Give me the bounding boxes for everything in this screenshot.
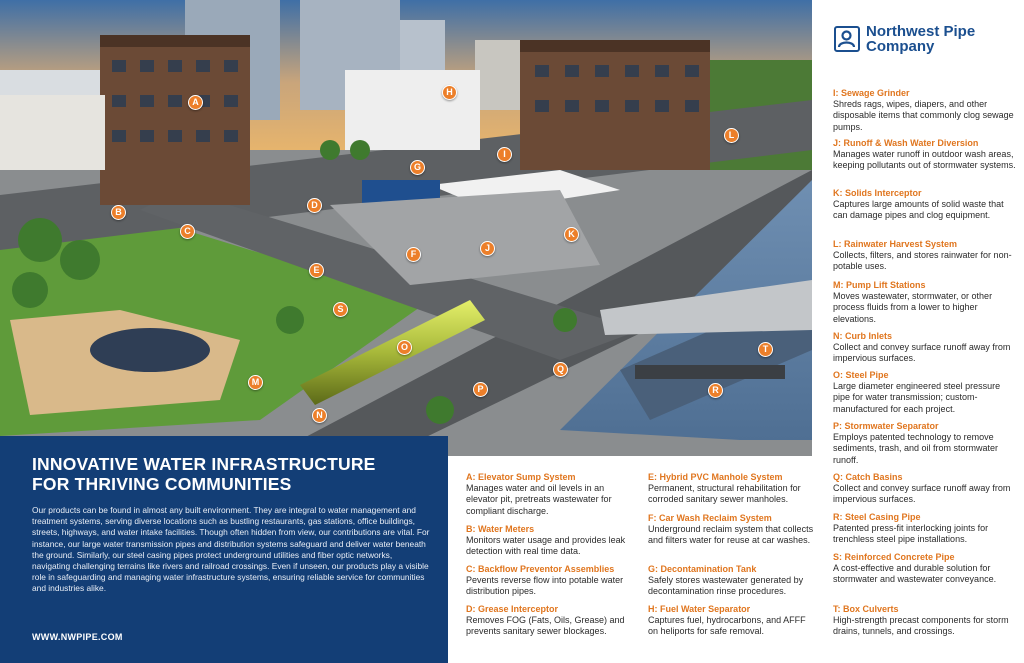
legend-item-r — [833, 512, 1019, 546]
headline-line1: INNOVATIVE WATER INFRASTRUCTURE — [32, 454, 376, 474]
marker-o: O — [397, 340, 412, 355]
marker-i: I — [497, 147, 512, 162]
company-name — [866, 24, 1016, 54]
legend-item-n — [833, 331, 1019, 365]
legend-item-g — [648, 564, 816, 598]
legend-item-title: P: Stormwater Separator — [833, 421, 939, 431]
legend-item-title: A: Elevator Sump System — [466, 472, 576, 482]
legend-item-description: Manages water runoff in outdoor wash areas, keeping pollutants out of stormwater systems. — [833, 149, 1016, 171]
marker-m: M — [248, 375, 263, 390]
legend-item-description: Pevents reverse flow into potable water distribution pipes. — [466, 575, 624, 597]
legend-item-b — [466, 524, 634, 558]
legend-item-title: R: Steel Casing Pipe — [833, 512, 921, 522]
marker-p: P — [473, 382, 488, 397]
legend-item-a — [466, 472, 634, 517]
legend-item-description: Permanent, structural rehabilitation for corroded sanitary sewer manholes. — [648, 483, 801, 505]
intro-panel — [0, 436, 448, 663]
marker-n: N — [312, 408, 327, 423]
marker-f: F — [406, 247, 421, 262]
legend-item-i — [833, 88, 1019, 133]
legend-item-title: J: Runoff & Wash Water Diversion — [833, 138, 979, 148]
legend-item-description: Collect and convey surface runoff away from impervious surfaces. — [833, 342, 1011, 364]
legend-item-f — [648, 513, 816, 547]
marker-g: G — [410, 160, 425, 175]
legend-item-k — [833, 188, 1019, 222]
legend-item-title: N: Curb Inlets — [833, 331, 893, 341]
legend-item-description: Employs patented technology to remove sediments, trash, and oil from stormwater runoff. — [833, 432, 999, 465]
marker-b: B — [111, 205, 126, 220]
marker-c: C — [180, 224, 195, 239]
legend-item-description: Underground reclaim system that collects and filters water for reuse at car washes. — [648, 524, 814, 546]
legend-item-description: Moves wastewater, stormwater, or other process fluids from a lower to higher elevations. — [833, 291, 993, 324]
legend-item-description: Manages water and oil levels in an elevator pit, pretreats wastewater for compliant discharge. — [466, 483, 612, 516]
legend-item-title: H: Fuel Water Separator — [648, 604, 751, 614]
legend-item-p — [833, 421, 1019, 466]
legend-item-e — [648, 472, 816, 506]
marker-r: R — [708, 383, 723, 398]
logo-icon — [834, 26, 860, 52]
legend-item-description: Captures fuel, hydrocarbons, and AFFF on heliports for safe removal. — [648, 615, 806, 637]
marker-h: H — [442, 85, 457, 100]
legend-item-title: D: Grease Interceptor — [466, 604, 559, 614]
headline-line2: FOR THRIVING COMMUNITIES — [32, 474, 292, 494]
marker-s: S — [333, 302, 348, 317]
legend-item-description: Large diameter engineered steel pressure pipe for water transmission; custom-manufactured for each project. — [833, 381, 1001, 414]
legend-item-description: High-strength precast components for storm drains, tunnels, and crossings. — [833, 615, 1009, 637]
company-logo — [834, 24, 1014, 58]
legend-item-l — [833, 239, 1019, 273]
legend-item-description: Safely stores wastewater generated by decontamination rinse procedures. — [648, 575, 804, 597]
company-name-line1: Northwest Pipe — [866, 23, 976, 40]
legend-item-j — [833, 138, 1019, 172]
bottom-legend-panel — [448, 456, 812, 663]
legend-item-description: Collects, filters, and stores rainwater for non-potable uses. — [833, 250, 1012, 272]
legend-item-title: S: Reinforced Concrete Pipe — [833, 552, 955, 562]
website-link[interactable]: WWW.NWPIPE.COM — [32, 632, 123, 642]
legend-item-title: E: Hybrid PVC Manhole System — [648, 472, 783, 482]
marker-q: Q — [553, 362, 568, 377]
legend-item-s — [833, 552, 1019, 586]
legend-item-description: A cost-effective and durable solution for stormwater and wastewater conveyance. — [833, 563, 997, 585]
right-legend-panel — [812, 0, 1024, 663]
marker-k: K — [564, 227, 579, 242]
legend-item-title: I: Sewage Grinder — [833, 88, 910, 98]
legend-item-q — [833, 472, 1019, 506]
legend-item-m — [833, 280, 1019, 325]
legend-item-title: C: Backflow Preventor Assemblies — [466, 564, 615, 574]
legend-item-title: F: Car Wash Reclaim System — [648, 513, 772, 523]
legend-item-description: Collect and convey surface runoff away from impervious surfaces. — [833, 483, 1011, 505]
legend-item-title: B: Water Meters — [466, 524, 535, 534]
legend-item-title: Q: Catch Basins — [833, 472, 903, 482]
marker-a: A — [188, 95, 203, 110]
intro-paragraph: Our products can be found in almost any built environment. They are integral to water management and treatment systems, serving diverse locations such as bustling restaurants, gas stations, office buildings, streets, highways, and water intake facilities. Though often hidden from view, our contributions are vital. For instance, our large water transmission pipes and distribution systems safeguard and deliver water beneath the ground. Similarly, our steel casing pipes protect underground utilities and fiber optic networks, navigating challenging terrains like rivers and railroad crossings. Even if unseen, our products play a visible role in safeguarding and managing water infrastructure systems, ensuring reliable service for communities and industries alike. — [32, 505, 430, 594]
marker-j: J — [480, 241, 495, 256]
legend-item-title: M: Pump Lift Stations — [833, 280, 926, 290]
marker-e: E — [309, 263, 324, 278]
legend-item-description: Captures large amounts of solid waste that can damage pipes and clog equipment. — [833, 199, 1004, 221]
legend-item-d — [466, 604, 634, 638]
legend-item-description: Shreds rags, wipes, diapers, and other disposable items that commonly clog sewage pumps. — [833, 99, 1014, 132]
marker-t: T — [758, 342, 773, 357]
legend-item-title: T: Box Culverts — [833, 604, 899, 614]
legend-item-title: O: Steel Pipe — [833, 370, 889, 380]
legend-item-o — [833, 370, 1019, 415]
company-name-line2: Company — [866, 38, 935, 55]
legend-item-c — [466, 564, 634, 598]
legend-item-h — [648, 604, 816, 638]
legend-item-description: Removes FOG (Fats, Oils, Grease) and prevents sanitary sewer blockages. — [466, 615, 625, 637]
legend-item-title: L: Rainwater Harvest System — [833, 239, 958, 249]
marker-d: D — [307, 198, 322, 213]
headline — [32, 454, 432, 494]
legend-item-title: G: Decontamination Tank — [648, 564, 757, 574]
legend-item-description: Monitors water usage and provides leak detection with real time data. — [466, 535, 626, 557]
legend-item-description: Patented press-fit interlocking joints for trenchless steel pipe installations. — [833, 523, 989, 545]
legend-item-t — [833, 604, 1019, 638]
marker-l: L — [724, 128, 739, 143]
legend-item-title: K: Solids Interceptor — [833, 188, 922, 198]
